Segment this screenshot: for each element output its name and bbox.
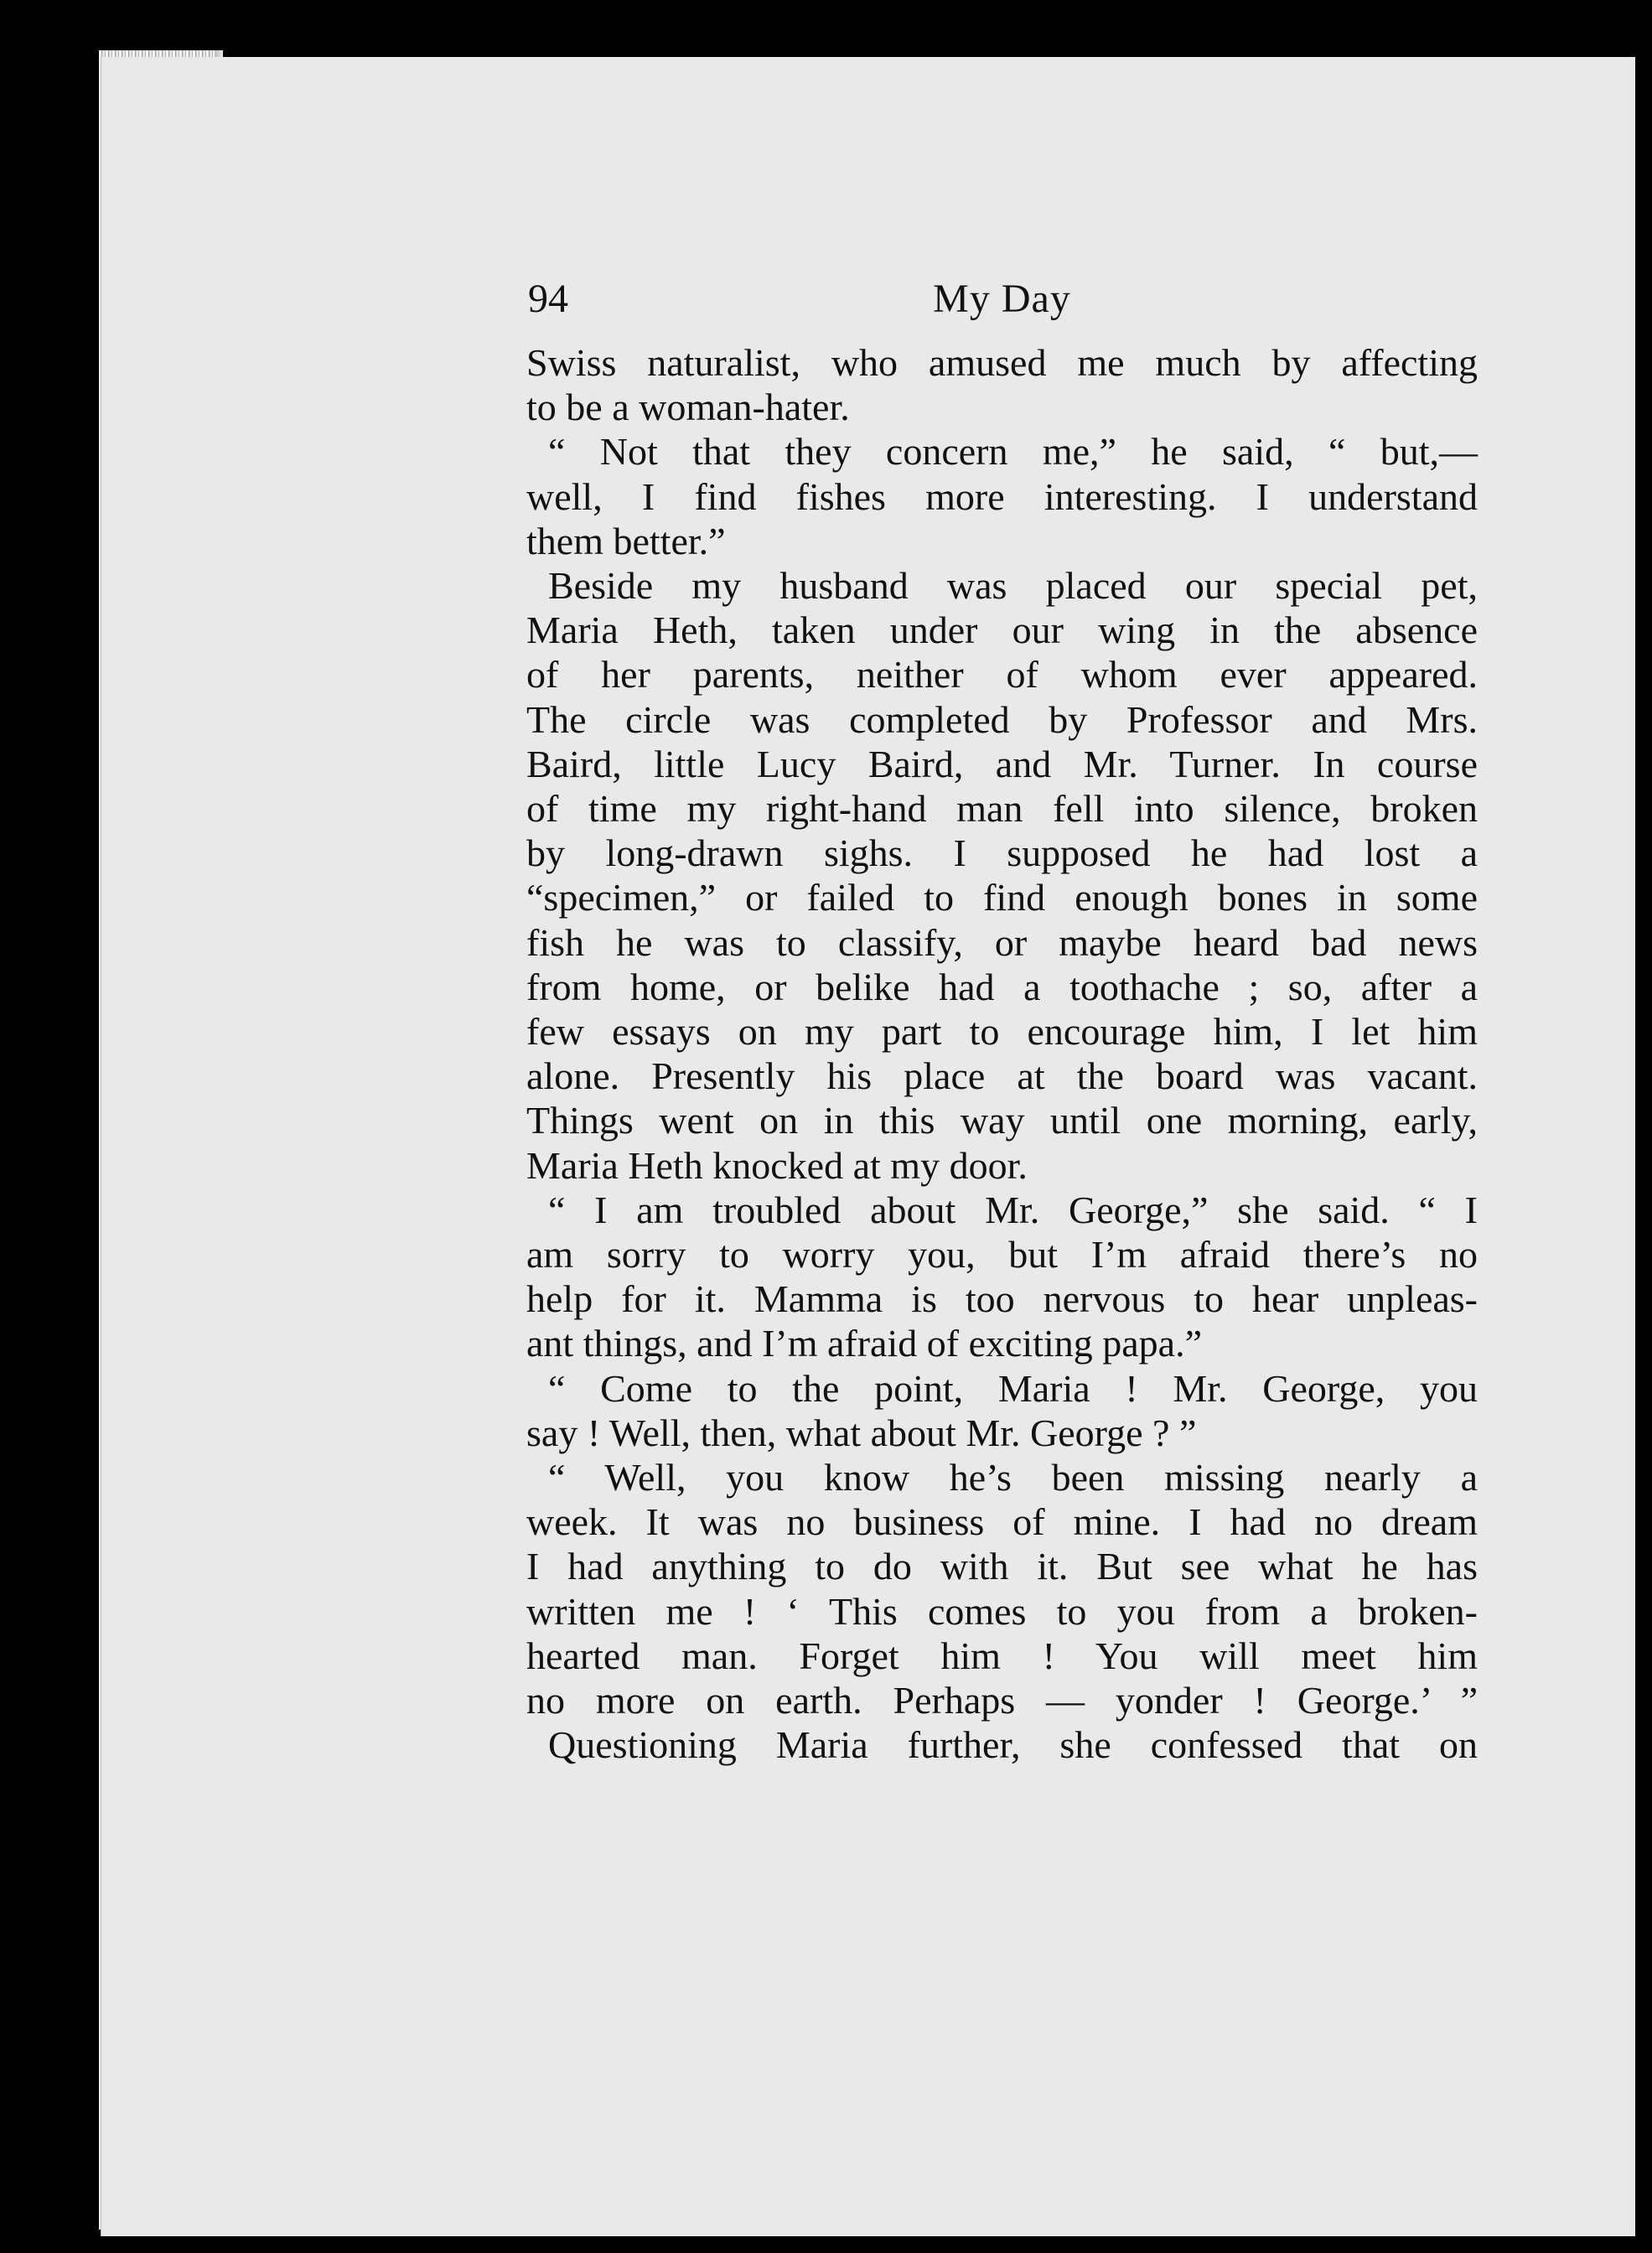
text-line: “ I am troubled about Mr. George,” she said. “ I (548, 1188, 1478, 1231)
text-line: Swiss naturalist, who amused me much by affecting (526, 341, 1478, 384)
page-header (526, 277, 1478, 340)
text-line: of time my right-hand man fell into silence, broken (526, 787, 1478, 831)
text-line: “specimen,” or failed to find enough bones in some (526, 876, 1478, 919)
text-line: ant things, and I’m afraid of exciting papa.” (526, 1322, 1202, 1365)
text-line: well, I find fishes more interesting. I understand (526, 474, 1478, 518)
text-line: am sorry to worry you, but I’m afraid there’s no (526, 1233, 1478, 1277)
body-text (526, 340, 1478, 1768)
text-line: Baird, little Lucy Baird, and Mr. Turner. In course (526, 742, 1478, 785)
text-line: Maria Heth knocked at my door. (526, 1143, 1028, 1187)
page-number: 94 (528, 277, 568, 321)
text-line: fish he was to classify, or maybe heard bad news (526, 920, 1478, 964)
text-line: hearted man. Forget him ! You will meet him (526, 1634, 1478, 1677)
text-line: Beside my husband was placed our special pet, (548, 564, 1478, 608)
text-line: by long-drawn sighs. I supposed he had lost a (526, 831, 1478, 875)
text-line: I had anything to do with it. But see what he has (526, 1545, 1478, 1588)
text-line: of her parents, neither of whom ever appeared. (526, 653, 1478, 697)
text-line: alone. Presently his place at the board was vacant. (526, 1054, 1478, 1098)
text-line: “ Well, you know he’s been missing nearly a (548, 1456, 1478, 1499)
text-line: Things went on in this way until one morning, early, (526, 1099, 1478, 1142)
text-line: few essays on my part to encourage him, I let him (526, 1010, 1478, 1054)
text-line: to be a woman-hater. (526, 386, 850, 429)
text-line: “ Not that they concern me,” he said, “ but,— (548, 430, 1478, 474)
text-line: Maria Heth, taken under our wing in the absence (526, 609, 1478, 652)
running-head: My Day (933, 277, 1071, 321)
text-line: “ Come to the point, Maria ! Mr. George, you (548, 1366, 1478, 1410)
text-line: Questioning Maria further, she confessed that on (548, 1723, 1478, 1767)
text-line: help for it. Mamma is too nervous to hear unpleas- (526, 1277, 1478, 1321)
text-line: written me ! ‘ This comes to you from a broken- (526, 1589, 1478, 1633)
text-line: them better.” (526, 519, 726, 562)
text-block (526, 277, 1478, 1768)
text-line: The circle was completed by Professor and Mrs. (526, 697, 1478, 741)
text-line: no more on earth. Perhaps — yonder ! George.’ ” (526, 1679, 1478, 1722)
text-line: say ! Well, then, what about Mr. George ? ” (526, 1411, 1197, 1454)
text-line: from home, or belike had a toothache ; so, after a (526, 965, 1478, 1008)
text-line: week. It was no business of mine. I had no dream (526, 1500, 1478, 1544)
